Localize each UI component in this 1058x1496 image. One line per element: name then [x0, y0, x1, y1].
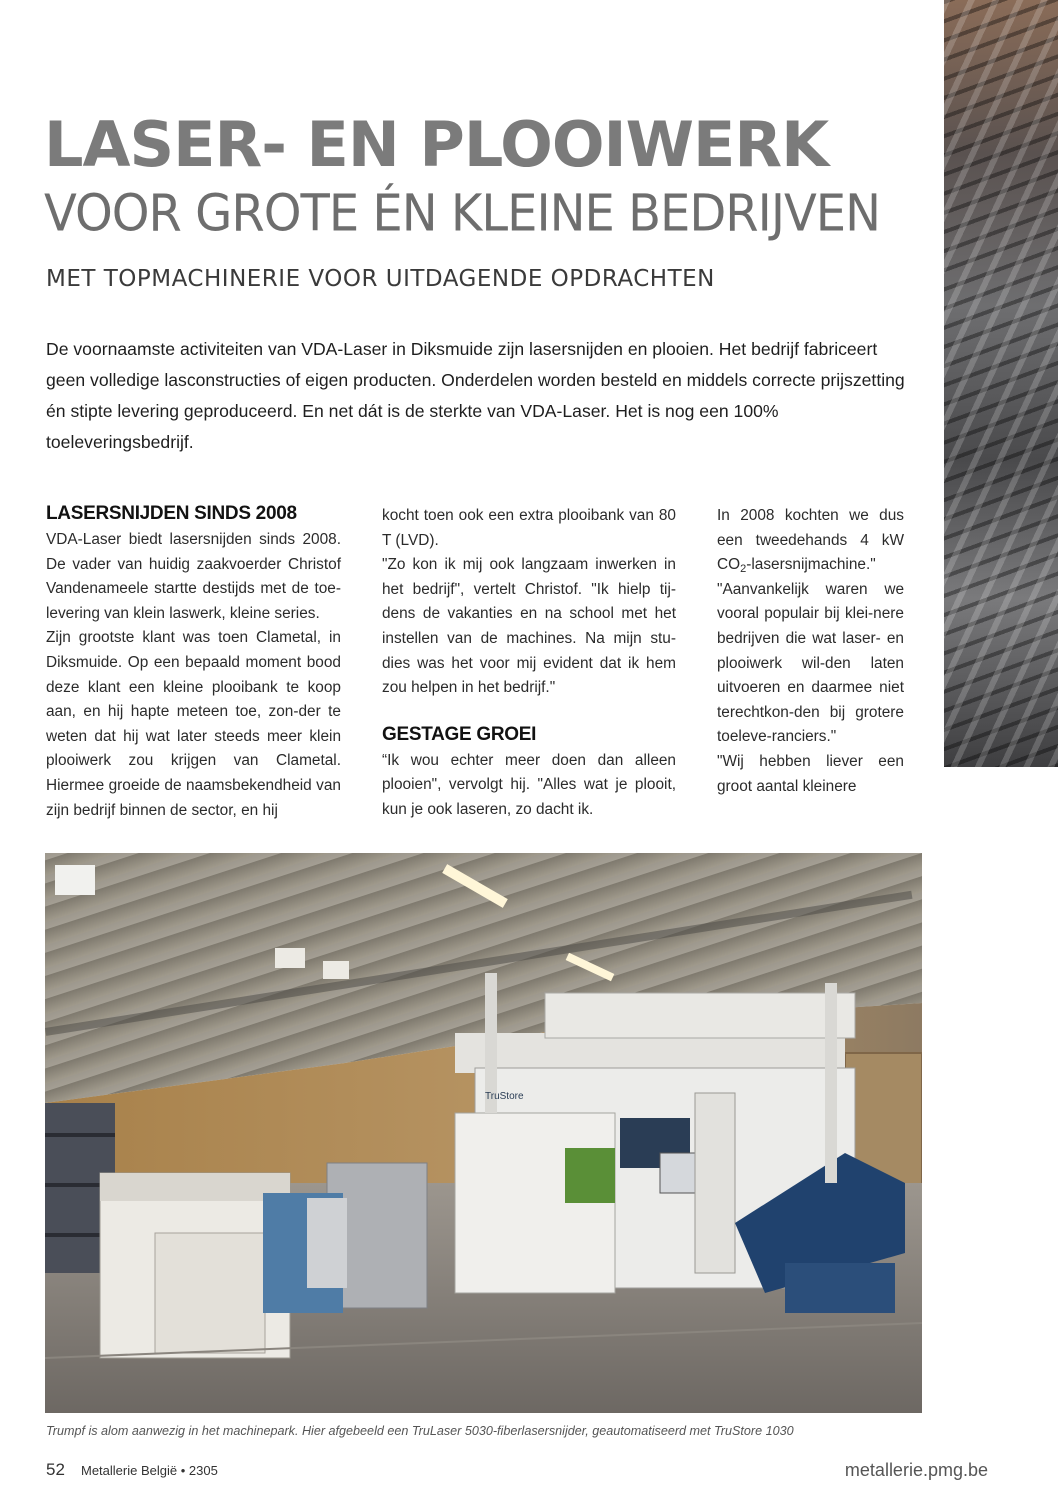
paragraph: In 2008 kochten we dus een tweedehands 4 kW $CO_2$-lasersnijmachine."	[717, 507, 904, 576]
article-kicker: MET TOPMACHINERIE VOOR UITDAGENDE OPDRACHTEN	[46, 266, 715, 292]
machine-brand-label: TruStore	[485, 1091, 524, 1102]
text-column-1	[46, 500, 341, 823]
publication-name: Metallerie België • 2305	[81, 1463, 218, 1478]
machine-hall-photo	[45, 853, 922, 1413]
paragraph: "Zo kon ik mij ook langzaam inwerken in het bedrijf", vertelt Christof. "Ik hielp tij-dens de vakanties en na school met het instellen van de machines. Na mijn stu-dies was het voor mij evident dat ik hem zou helpen in het bedrijf."	[382, 556, 676, 697]
paragraph: "Aanvankelijk waren we vooral populair bij klei-nere bedrijven die wat laser- en plooiwerk wil-den laten uitvoeren en daarmee niet terechtkon-den bij grotere toeleve-ranciers."	[717, 580, 904, 746]
side-photo-metal-parts	[944, 0, 1058, 767]
paragraph: kocht toen ook een extra plooibank van 80 T (LVD).	[382, 507, 676, 549]
text-column-3	[717, 504, 904, 799]
article-subtitle: VOOR GROTE ÉN KLEINE BEDRIJVEN	[44, 184, 881, 243]
section-heading-gestage-groei: GESTAGE GROEI	[382, 723, 537, 745]
paragraph: “Ik wou echter meer doen dan alleen plooien", vervolgt hij. "Alles wat je plooit, kun je ook laseren, zo dacht ik.	[382, 751, 676, 818]
page-number: 52	[46, 1460, 65, 1479]
paragraph: VDA-Laser biedt lasersnijden sinds 2008. De vader van huidig zaakvoerder Christof Vandenameele startte destijds met de toe-levering van klein laswerk, kleine series.	[46, 531, 341, 622]
intro-paragraph: De voornaamste activiteiten van VDA-Laser in Diksmuide zijn lasersnijden en plooien. Het bedrijf fabriceert geen volledige lasconstructies of eigen producten. Onderdelen worden besteld en middels correcte prijszetting én stipte levering geproduceerd. En net dát is de sterkte van VDA-Laser. Het is nog een 100% toeleveringsbedrijf.	[46, 339, 905, 452]
paragraph: Zijn grootste klant was toen Clametal, in Diksmuide. Op een bepaald moment bood deze klant een kleine plooibank te koop aan, en hij hapte meteen toe, zon-der te weten dat hij wat later steeds meer klein plooiwerk zou krijgen van Clametal. Hiermee groeide de naamsbekendheid van zijn bedrijf binnen de sector, en hij	[46, 629, 341, 819]
article-title: LASER- EN PLOOIWERK	[44, 108, 829, 181]
website-url[interactable]: metallerie.pmg.be	[844, 1460, 988, 1480]
paragraph: "Wij hebben liever een groot aantal kleinere	[717, 752, 904, 795]
photo-caption: Trumpf is alom aanwezig in het machinepark. Hier afgebeeld een TruLaser 5030-fiberlasersnijder, geautomatiseerd met TruStore 1030	[46, 1424, 794, 1438]
text-column-2	[382, 504, 676, 823]
section-heading-lasersnijden: LASERSNIJDEN SINDS 2008	[46, 503, 297, 524]
